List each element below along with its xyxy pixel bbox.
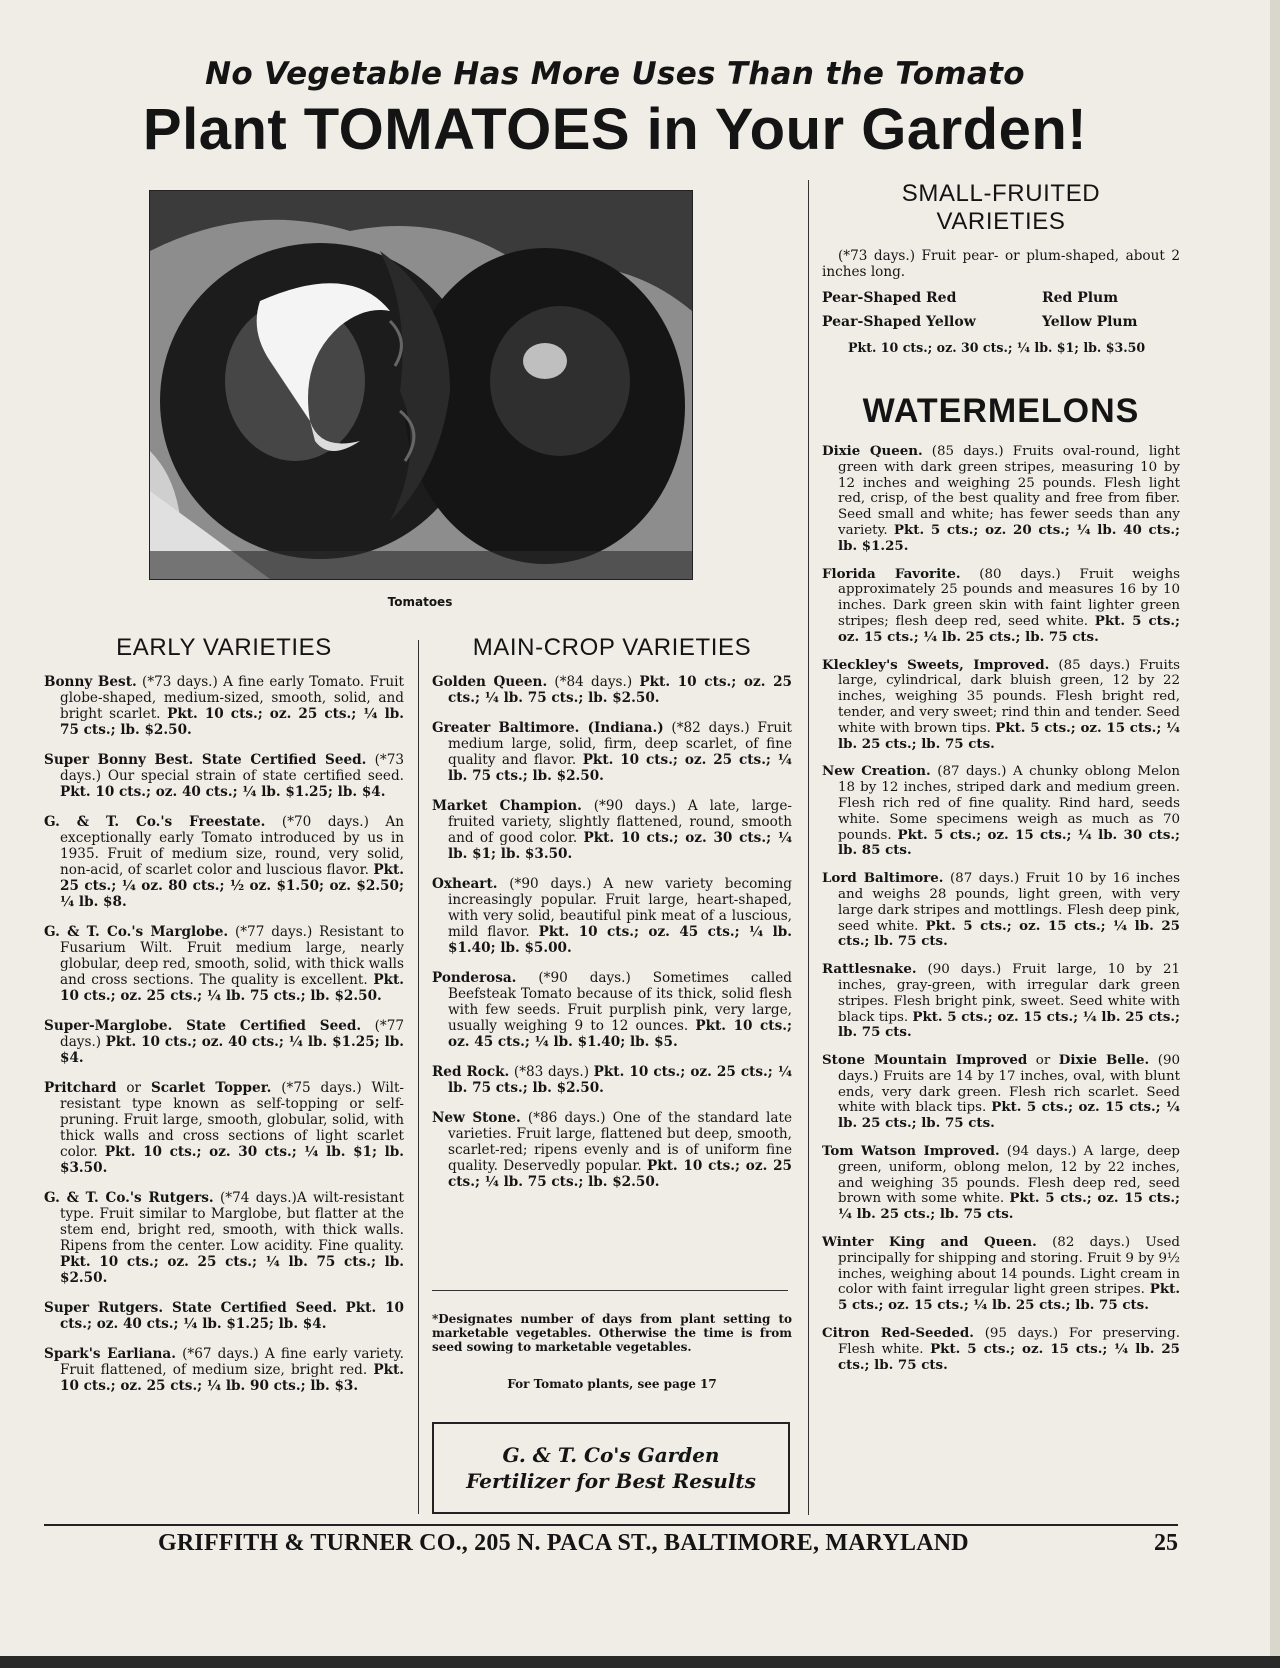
list-item: Kleckley's Sweets, Improved. (85 days.) Fruits large, cylindrical, dark bluish green, 12 by 22 inches, weighing 35 pounds. Flesh bright red, tender, and very sweet; rind thin and tender. Seed white with brown tips. Pkt. 5 cts.; oz. 15 cts.; ¼ lb. 25 cts.; lb. 75 cts. — [822, 656, 1180, 752]
page-edge — [1270, 0, 1280, 1668]
main-crop-column — [432, 674, 792, 1204]
list-item: Spark's Earliana. (*67 days.) A fine early variety. Fruit flattened, of medium size, bright red. Pkt. 10 cts.; oz. 25 cts.; ¼ lb. 90 cts.; lb. $3. — [44, 1346, 404, 1394]
watermelons-column — [822, 444, 1180, 1373]
list-item: G. & T. Co.'s Rutgers. (*74 days.)A wilt-resistant type. Fruit similar to Marglobe, but flatter at the stem end, bright red, smooth, with thick walls. Ripens from the center. Low acidity. Fine quality. Pkt. 10 cts.; oz. 25 cts.; ¼ lb. 75 cts.; lb. $2.50. — [44, 1190, 405, 1286]
list-item: Winter King and Queen. (82 days.) Used principally for shipping and storing. Fruit 9 by 9½ inches, weighing about 14 pounds. Light cream in color with faint irregular light green stripes. Pkt. 5 cts.; oz. 15 cts.; ¼ lb. 25 cts.; lb. 75 cts. — [822, 1234, 1180, 1314]
watermelons-heading: WATERMELONS — [862, 392, 1140, 430]
footnote-block — [432, 1312, 792, 1392]
column-divider-left — [418, 640, 419, 1514]
small-fruited-varieties — [822, 290, 1180, 330]
tagline: No Vegetable Has More Uses Than the Tomato — [205, 56, 1025, 92]
list-item: Greater Baltimore. (Indiana.) (*82 days.) Fruit medium large, solid, firm, deep scarlet, of fine quality and flavor. Pkt. 10 cts.; oz. 25 cts.; ¼ lb. 75 cts.; lb. $2.50. — [432, 720, 792, 784]
early-varieties-column — [44, 674, 404, 1408]
list-item: Market Champion. (*90 days.) A late, large-fruited variety, slightly flattened, round, smooth and of good color. Pkt. 10 cts.; oz. 30 cts.; ¼ lb. $1; lb. $3.50. — [432, 798, 792, 862]
small-fruited-price: Pkt. 10 cts.; oz. 30 cts.; ¼ lb. $1; lb. $3.50 — [848, 340, 1146, 355]
list-item: Super Bonny Best. State Certified Seed. (*73 days.) Our special strain of state certified seed. Pkt. 10 cts.; oz. 40 cts.; ¼ lb. $1.25; lb. $4. — [44, 752, 404, 800]
list-item: Red Plum — [1042, 290, 1119, 306]
list-item: Super Rutgers. State Certified Seed. Pkt. 10 cts.; oz. 40 cts.; ¼ lb. $1.25; lb. $4. — [44, 1300, 404, 1332]
days-footnote: *Designates number of days from plant setting to marketable vegetables. Otherwise the time is from seed sowing to marketable vegetables. — [432, 1312, 792, 1354]
list-item: Citron Red-Seeded. (95 days.) For preserving. Flesh white. Pkt. 5 cts.; oz. 15 cts.; ¼ lb. 25 cts.; lb. 75 cts. — [822, 1325, 1180, 1373]
list-item: Ponderosa. (*90 days.) Sometimes called Beefsteak Tomato because of its thick, solid flesh with few seeds. Fruit purplish pink, very large, usually weighing 9 to 12 ounces. Pkt. 10 cts.; oz. 45 cts.; ¼ lb. $1.40; lb. $5. — [432, 970, 792, 1050]
list-item: Pritchard or Scarlet Topper. (*75 days.) Wilt-resistant type known as self-topping or self-pruning. Fruit large, smooth, globular, solid, with thick walls and cross sections of light scarlet color. Pkt. 10 cts.; oz. 30 cts.; ¼ lb. $1; lb. $3.50. — [44, 1080, 404, 1176]
list-item: Dixie Queen. (85 days.) Fruits oval-round, light green with dark green stripes, measuring 10 by 12 inches and weighing 25 pounds. Flesh light red, crisp, of the best quality and free from fiber. Seed small and white; has fewer seeds than any variety. Pkt. 5 cts.; oz. 20 cts.; ¼ lb. 40 cts.; lb. $1.25. — [822, 443, 1180, 554]
list-item: Yellow Plum — [1042, 314, 1138, 330]
footer-rule — [44, 1524, 1178, 1526]
small-fruited-title-1: SMALL-FRUITED — [901, 180, 1101, 207]
headline: Plant TOMATOES in Your Garden! — [142, 97, 1088, 162]
list-item: Golden Queen. (*84 days.) Pkt. 10 cts.; oz. 25 cts.; ¼ lb. 75 cts.; lb. $2.50. — [432, 674, 792, 706]
page-number: 25 — [1154, 1530, 1178, 1556]
list-item: New Creation. (87 days.) A chunky oblong Melon 18 by 12 inches, striped dark and medium green. Flesh rich red of fine quality. Rind hard, seeds white. Some specimens weigh as much as 70 pounds. Pkt. 5 cts.; oz. 15 cts.; ¼ lb. 30 cts.; lb. 85 cts. — [822, 763, 1180, 859]
list-item: Oxheart. (*90 days.) A new variety becoming increasingly popular. Fruit large, heart-shaped, with very solid, beautiful pink meat of a luscious, mild flavor. Pkt. 10 cts.; oz. 45 cts.; ¼ lb. $1.40; lb. $5.00. — [432, 876, 792, 956]
list-item: Lord Baltimore. (87 days.) Fruit 10 by 16 inches and weighs 28 pounds, light green, with very large dark stripes and mottlings. Flesh deep pink, seed white. Pkt. 5 cts.; oz. 15 cts.; ¼ lb. 25 cts.; lb. 75 cts. — [822, 870, 1180, 950]
ad-line-1: G. & T. Co's Garden — [502, 1443, 720, 1467]
list-item: G. & T. Co.'s Freestate. (*70 days.) An exceptionally early Tomato introduced by us in 1935. Fruit of medium size, round, very solid, non-acid, of scarlet color and luscious flavor. Pkt. 25 cts.; ¼ oz. 80 cts.; ½ oz. $1.50; oz. $2.50; ¼ lb. $8. — [44, 814, 404, 910]
small-fruited-heading — [822, 180, 1180, 236]
fertilizer-ad — [432, 1422, 790, 1514]
column-divider-right — [808, 180, 809, 1515]
list-item: G. & T. Co.'s Marglobe. (*77 days.) Resistant to Fusarium Wilt. Fruit medium large, nearly globular, deep red, smooth, solid, with thick walls and cross sections. The quality is excellent. Pkt. 10 cts.; oz. 25 cts.; ¼ lb. 75 cts.; lb. $2.50. — [44, 924, 404, 1004]
small-fruited-intro: (*73 days.) Fruit pear- or plum-shaped, about 2 inches long. — [822, 248, 1180, 280]
footer-company: GRIFFITH & TURNER CO., 205 N. PACA ST., BALTIMORE, MARYLAND — [158, 1530, 969, 1556]
list-item: Tom Watson Improved. (94 days.) A large, deep green, uniform, oblong melon, 12 by 22 inches, and weighing 35 pounds. Flesh deep red, seed brown with some white. Pkt. 5 cts.; oz. 15 cts.; ¼ lb. 25 cts.; lb. 75 cts. — [822, 1143, 1180, 1223]
tomato-photo — [149, 190, 693, 580]
list-item: Pear-Shaped Red — [822, 290, 957, 306]
small-fruited-title-2: VARIETIES — [936, 208, 1066, 235]
list-item: Super-Marglobe. State Certified Seed. (*77 days.) Pkt. 10 cts.; oz. 40 cts.; ¼ lb. $1.25; lb. $4. — [44, 1018, 404, 1066]
footnote-rule — [432, 1290, 788, 1291]
list-item: Pear-Shaped Yellow — [822, 314, 976, 330]
list-item: New Stone. (*86 days.) One of the standard late varieties. Fruit large, flattened but deep, smooth, scarlet-red; ripens evenly and is of uniform fine quality. Deservedly popular. Pkt. 10 cts.; oz. 25 cts.; ¼ lb. 75 cts.; lb. $2.50. — [432, 1110, 793, 1190]
list-item: Rattlesnake. (90 days.) Fruit large, 10 by 21 inches, gray-green, with irregular dark green stripes. Flesh bright pink, sweet. Seed white with black tips. Pkt. 5 cts.; oz. 15 cts.; ¼ lb. 25 cts.; lb. 75 cts. — [822, 961, 1180, 1041]
ad-line-2: Fertilizer for Best Results — [466, 1469, 756, 1493]
main-crop-heading: MAIN-CROP VARIETIES — [472, 634, 752, 661]
early-varieties-heading: EARLY VARIETIES — [116, 634, 332, 661]
list-item: Stone Mountain Improved or Dixie Belle. (90 days.) Fruits are 14 by 17 inches, oval, with blunt ends, very dark green. Flesh rich scarlet. Seed white with black tips. Pkt. 5 cts.; oz. 15 cts.; ¼ lb. 25 cts.; lb. 75 cts. — [822, 1052, 1181, 1132]
list-item: Florida Favorite. (80 days.) Fruit weighs approximately 25 pounds and measures 16 by 10 inches. Dark green skin with faint lighter green stripes; flesh deep red, seed white. Pkt. 5 cts.; oz. 15 cts.; ¼ lb. 25 cts.; lb. 75 cts. — [822, 565, 1181, 645]
scan-border — [0, 1656, 1280, 1668]
photo-caption: Tomatoes — [387, 595, 453, 609]
list-item: Red Rock. (*83 days.) Pkt. 10 cts.; oz. 25 cts.; ¼ lb. 75 cts.; lb. $2.50. — [432, 1064, 793, 1096]
tomato-plants-note: For Tomato plants, see page 17 — [507, 1377, 717, 1391]
small-fruited-block — [822, 248, 1180, 356]
list-item: Bonny Best. (*73 days.) A fine early Tomato. Fruit globe-shaped, medium-sized, smooth, solid, and bright scarlet. Pkt. 10 cts.; oz. 25 cts.; ¼ lb. 75 cts.; lb. $2.50. — [44, 674, 404, 738]
